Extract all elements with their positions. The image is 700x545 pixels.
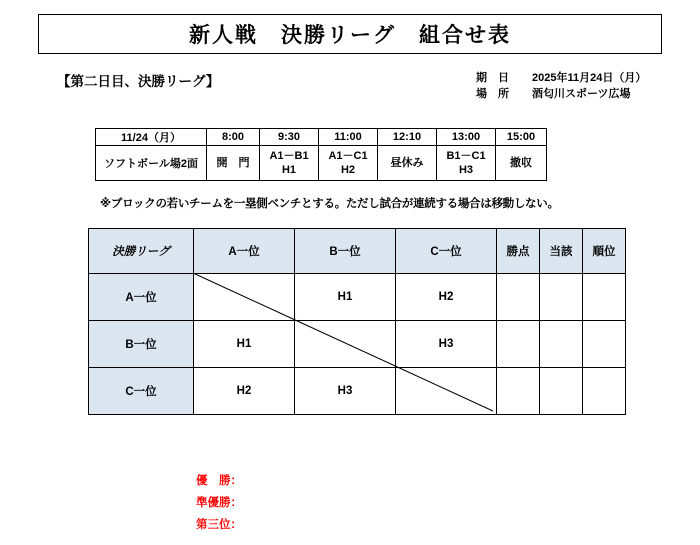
- league-cell-c-c: [396, 368, 497, 415]
- league-row-b-label: B一位: [89, 321, 194, 368]
- league-cell-b-a: H1: [194, 321, 295, 368]
- schedule-header-time-6: 15:00: [496, 129, 547, 146]
- meta-row-venue: [476, 86, 646, 102]
- league-cell-a-rank: [583, 274, 626, 321]
- document-title-box: [38, 14, 662, 54]
- meta-value-date: 2025年11月24日（月）: [532, 72, 647, 84]
- schedule-cell-1: [207, 146, 260, 181]
- section-subtitle: 【第二日目、決勝リーグ】: [57, 74, 220, 89]
- schedule-header-time-3: 11:00: [319, 129, 378, 146]
- league-cell-c-b: H3: [295, 368, 396, 415]
- schedule-header-row: [96, 129, 547, 146]
- schedule-cell-2: [260, 146, 319, 181]
- league-row-c: [89, 368, 626, 415]
- league-row-a-label: A一位: [89, 274, 194, 321]
- league-cell-b-tiebreak: [540, 321, 583, 368]
- league-col-header-a: A一位: [194, 229, 295, 274]
- league-cell-a-c: H2: [396, 274, 497, 321]
- schedule-cell-4: [378, 146, 437, 181]
- league-row-a: [89, 274, 626, 321]
- result-third-place: 第三位：: [196, 519, 242, 531]
- league-row-c-label: C一位: [89, 368, 194, 415]
- schedule-cell-1-line1: 開 門: [216, 157, 250, 169]
- league-col-header-points: 勝点: [497, 229, 540, 274]
- league-cell-b-b: [295, 321, 396, 368]
- schedule-cell-2-line1: A1－B1: [269, 150, 309, 162]
- league-cell-b-rank: [583, 321, 626, 368]
- league-cell-a-b: H1: [295, 274, 396, 321]
- league-table: [88, 228, 626, 415]
- schedule-header-time-2: 9:30: [260, 129, 319, 146]
- league-table-wrapper: [88, 228, 626, 415]
- league-cell-a-tiebreak: [540, 274, 583, 321]
- schedule-cell-3: [319, 146, 378, 181]
- meta-label-venue: 場 所: [476, 88, 509, 100]
- league-cell-a-points: [497, 274, 540, 321]
- schedule-header-time-5: 13:00: [437, 129, 496, 146]
- league-cell-c-rank: [583, 368, 626, 415]
- schedule-header-time-1: 8:00: [207, 129, 260, 146]
- league-cell-c-points: [497, 368, 540, 415]
- schedule-cell-3-line2: H2: [340, 164, 356, 176]
- league-col-header-tiebreak: 当該: [540, 229, 583, 274]
- meta-label-date: 期 日: [476, 72, 509, 84]
- page-title: 新人戦 決勝リーグ 組合せ表: [189, 24, 511, 47]
- league-cell-c-a: H2: [194, 368, 295, 415]
- schedule-body-row: [96, 146, 547, 181]
- schedule-cell-3-line1: A1－C1: [328, 150, 368, 162]
- league-col-header-rank: 順位: [583, 229, 626, 274]
- meta-value-venue: 酒匂川スポーツ広場: [532, 88, 631, 100]
- results-block: [196, 470, 242, 536]
- league-col-header-c: C一位: [396, 229, 497, 274]
- schedule-cell-6-line1: 撤収: [510, 157, 532, 169]
- result-champion: 優 勝：: [196, 475, 242, 487]
- schedule-cell-4-line1: 昼休み: [390, 157, 424, 169]
- schedule-cell-5: [437, 146, 496, 181]
- league-cell-b-c: H3: [396, 321, 497, 368]
- schedule-cell-2-line2: H1: [281, 164, 297, 176]
- schedule-table: [95, 128, 547, 181]
- schedule-header-time-4: 12:10: [378, 129, 437, 146]
- league-cell-c-tiebreak: [540, 368, 583, 415]
- league-corner-label: 決勝リーグ: [89, 229, 194, 274]
- schedule-header-date: 11/24（月）: [96, 129, 207, 146]
- result-runner-up: 準優勝：: [196, 497, 242, 509]
- schedule-cell-6: [496, 146, 547, 181]
- league-col-header-b: B一位: [295, 229, 396, 274]
- league-header-row: [89, 229, 626, 274]
- league-cell-a-a: [194, 274, 295, 321]
- meta-row-date: [476, 70, 646, 86]
- schedule-venue-label: ソフトボール場2面: [96, 146, 207, 181]
- schedule-cell-5-line1: B1－C1: [446, 150, 486, 162]
- league-row-b: [89, 321, 626, 368]
- schedule-cell-5-line2: H3: [458, 164, 474, 176]
- event-meta: [476, 70, 646, 102]
- schedule-note: ※ブロックの若いチームを一塁側ベンチとする。ただし試合が連続する場合は移動しない。: [100, 198, 559, 210]
- league-cell-b-points: [497, 321, 540, 368]
